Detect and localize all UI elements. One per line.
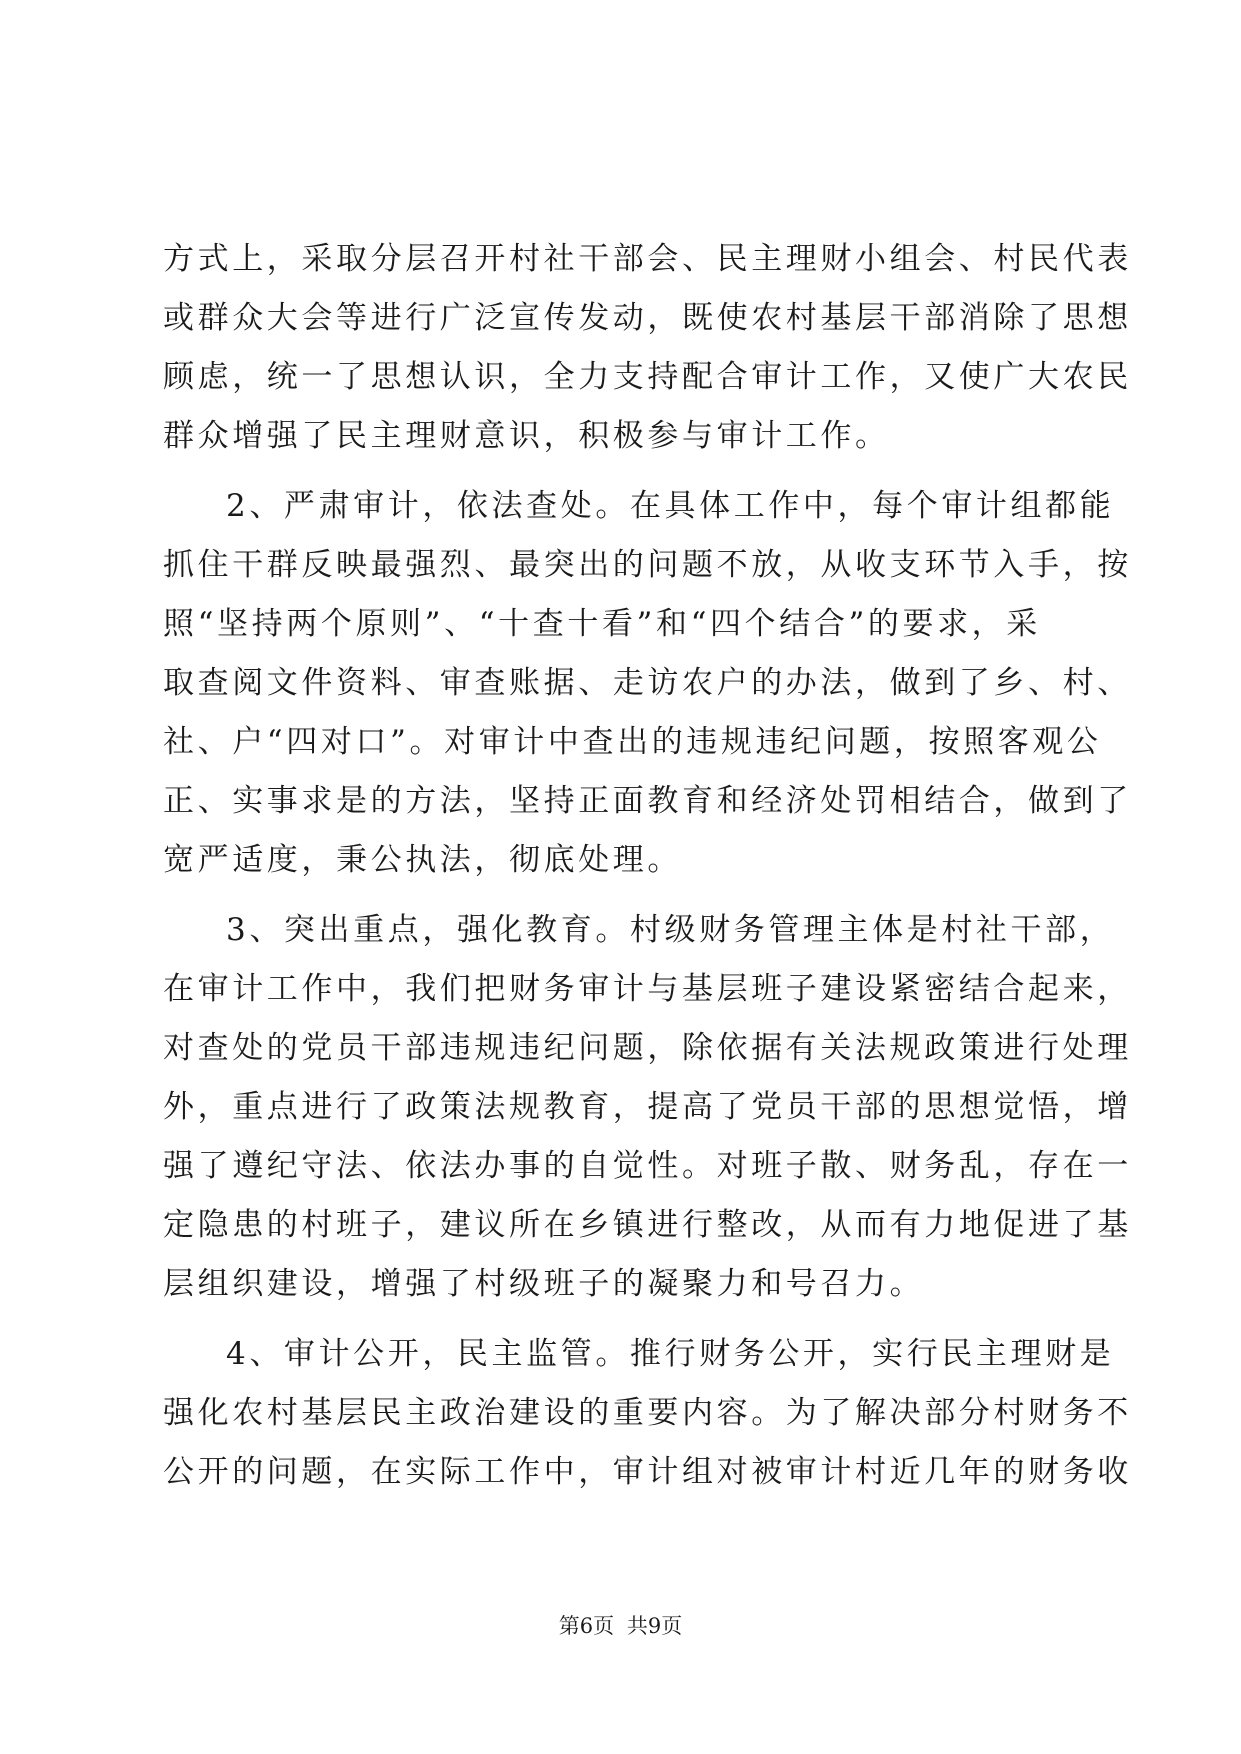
- text-line: 强了遵纪守法、依法办事的自觉性。对班子散、财务乱，存在一: [163, 1148, 1132, 1184]
- page-footer: [0, 1611, 1241, 1641]
- text-line: 宽严适度，秉公执法，彻底处理。: [163, 842, 682, 878]
- text-line: 公开的问题，在实际工作中，审计组对被审计村近几年的财务收: [163, 1454, 1132, 1490]
- text-line: 3、突出重点，强化教育。村级财务管理主体是村社干部，: [226, 912, 1115, 948]
- text-line: 社、户“四对口”。对审计中查出的违规违纪问题，按照客观公: [163, 724, 1102, 760]
- text-line: 方式上，采取分层召开村社干部会、民主理财小组会、村民代表: [163, 241, 1132, 277]
- page-number: 第6页: [558, 1614, 615, 1638]
- text-line: 对查处的党员干部违规违纪问题，除依据有关法规政策进行处理: [163, 1030, 1132, 1066]
- text-line: 4、审计公开，民主监管。推行财务公开，实行民主理财是: [226, 1336, 1115, 1372]
- text-line: 或群众大会等进行广泛宣传发动，既使农村基层干部消除了思想: [163, 300, 1132, 336]
- page-total: 共9页: [626, 1614, 683, 1638]
- text-line: 2、严肃审计，依法查处。在具体工作中，每个审计组都能: [226, 488, 1115, 524]
- text-line: 照“坚持两个原则”、“十查十看”和“四个结合”的要求，采: [163, 606, 1041, 642]
- text-line: 正、实事求是的方法，坚持正面教育和经济处罚相结合，做到了: [163, 783, 1132, 819]
- text-line: 外，重点进行了政策法规教育，提高了党员干部的思想觉悟，增: [163, 1089, 1132, 1125]
- text-line: 在审计工作中，我们把财务审计与基层班子建设紧密结合起来，: [163, 971, 1132, 1007]
- text-line: 强化农村基层民主政治建设的重要内容。为了解决部分村财务不: [163, 1395, 1132, 1431]
- text-line: 取查阅文件资料、审查账据、走访农户的办法，做到了乡、村、: [163, 665, 1132, 701]
- text-line: 抓住干群反映最强烈、最突出的问题不放，从收支环节入手，按: [163, 547, 1132, 583]
- text-line: 层组织建设，增强了村级班子的凝聚力和号召力。: [163, 1266, 925, 1302]
- text-line: 群众增强了民主理财意识，积极参与审计工作。: [163, 418, 890, 454]
- text-line: 定隐患的村班子，建议所在乡镇进行整改，从而有力地促进了基: [163, 1207, 1132, 1243]
- text-line: 顾虑，统一了思想认识，全力支持配合审计工作，又使广大农民: [163, 359, 1132, 395]
